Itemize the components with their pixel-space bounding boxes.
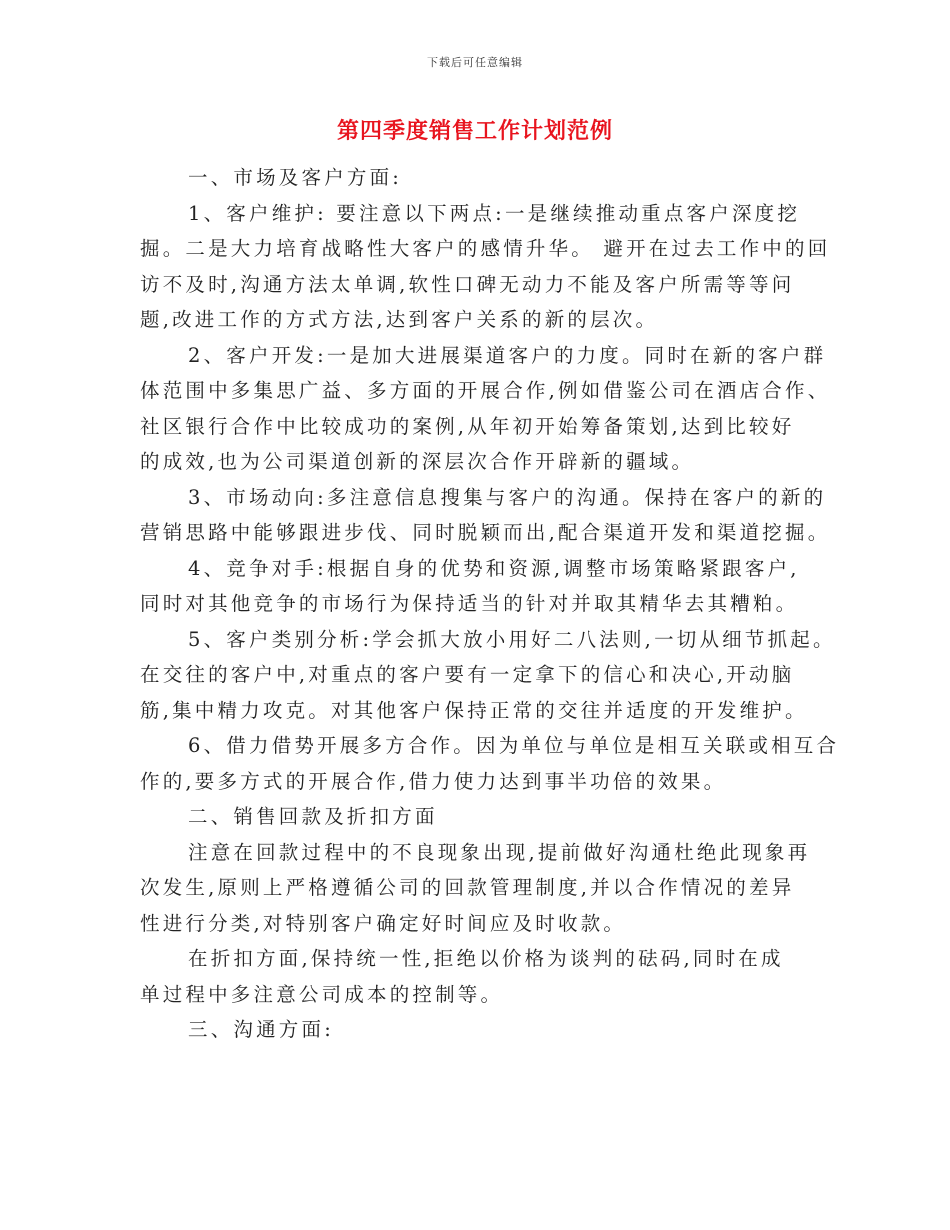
text-line: 性进行分类,对特别客户确定好时间应及时收款。 bbox=[140, 911, 627, 935]
text-line: 体范围中多集思广益、多方面的开展合作,例如借鉴公司在酒店合作、 bbox=[140, 379, 831, 402]
text-line: 掘。二是大力培育战略性大客户的感情升华。 避开在过去工作中的回 bbox=[140, 237, 831, 260]
document-body bbox=[140, 160, 840, 1048]
text-line: 单过程中多注意公司成本的控制等。 bbox=[140, 982, 504, 1006]
text-line: 营销思路中能够跟进步伐、同时脱颖而出,配合渠道开发和渠道挖掘。 bbox=[140, 521, 831, 544]
text-line: 题,改进工作的方式方法,达到客户关系的新的层次。 bbox=[140, 308, 659, 331]
text-line: 一、市场及客户方面: bbox=[188, 166, 403, 189]
text-line: 在交往的客户中,对重点的客户要有一定拿下的信心和决心,开动脑 bbox=[140, 663, 795, 686]
header-note: 下载后可任意编辑 bbox=[427, 56, 523, 69]
text-line: 二、销售回款及折扣方面 bbox=[188, 805, 438, 828]
document-title: 第四季度销售工作计划范例 bbox=[336, 118, 613, 144]
text-line: 三、沟通方面: bbox=[188, 1018, 334, 1041]
text-line: 在折扣方面,保持统一性,拒绝以价格为谈判的砝码,同时在成 bbox=[188, 947, 784, 970]
text-line: 的成效,也为公司渠道创新的深层次合作开辟新的疆域。 bbox=[140, 450, 695, 473]
text-line: 同时对其他竞争的市场行为保持适当的针对并取其精华去其糟粕。 bbox=[140, 592, 799, 615]
text-line: 1、客户维护: 要注意以下两点:一是继续推动重点客户深度挖 bbox=[188, 201, 801, 225]
text-line: 4、竞争对手:根据自身的优势和资源,调整市场策略紧跟客户, bbox=[188, 556, 800, 580]
text-line: 5、客户类别分析:学会抓大放小用好二八法则,一切从细节抓起。 bbox=[188, 627, 836, 651]
text-line: 6、借力借势开展多方合作。因为单位与单位是相互关联或相互合 bbox=[188, 734, 840, 757]
text-line: 3、市场动向:多注意信息搜集与客户的沟通。保持在客户的新的 bbox=[188, 485, 827, 509]
text-line: 2、客户开发:一是加大进展渠道客户的力度。同时在新的客户群 bbox=[188, 343, 827, 367]
text-line: 次发生,原则上严格遵循公司的回款管理制度,并以合作情况的差异 bbox=[140, 876, 795, 899]
text-line: 访不及时,沟通方法太单调,软性口碑无动力不能及客户所需等等问 bbox=[140, 272, 795, 296]
text-line: 社区银行合作中比较成功的案例,从年初开始筹备策划,达到比较好 bbox=[140, 414, 795, 438]
text-line: 作的,要多方式的开展合作,借力使力达到事半功倍的效果。 bbox=[140, 769, 727, 793]
text-line: 筋,集中精力攻克。对其他客户保持正常的交往并适度的开发维护。 bbox=[140, 698, 808, 722]
text-line: 注意在回款过程中的不良现象出现,提前做好沟通杜绝此现象再 bbox=[188, 840, 811, 864]
